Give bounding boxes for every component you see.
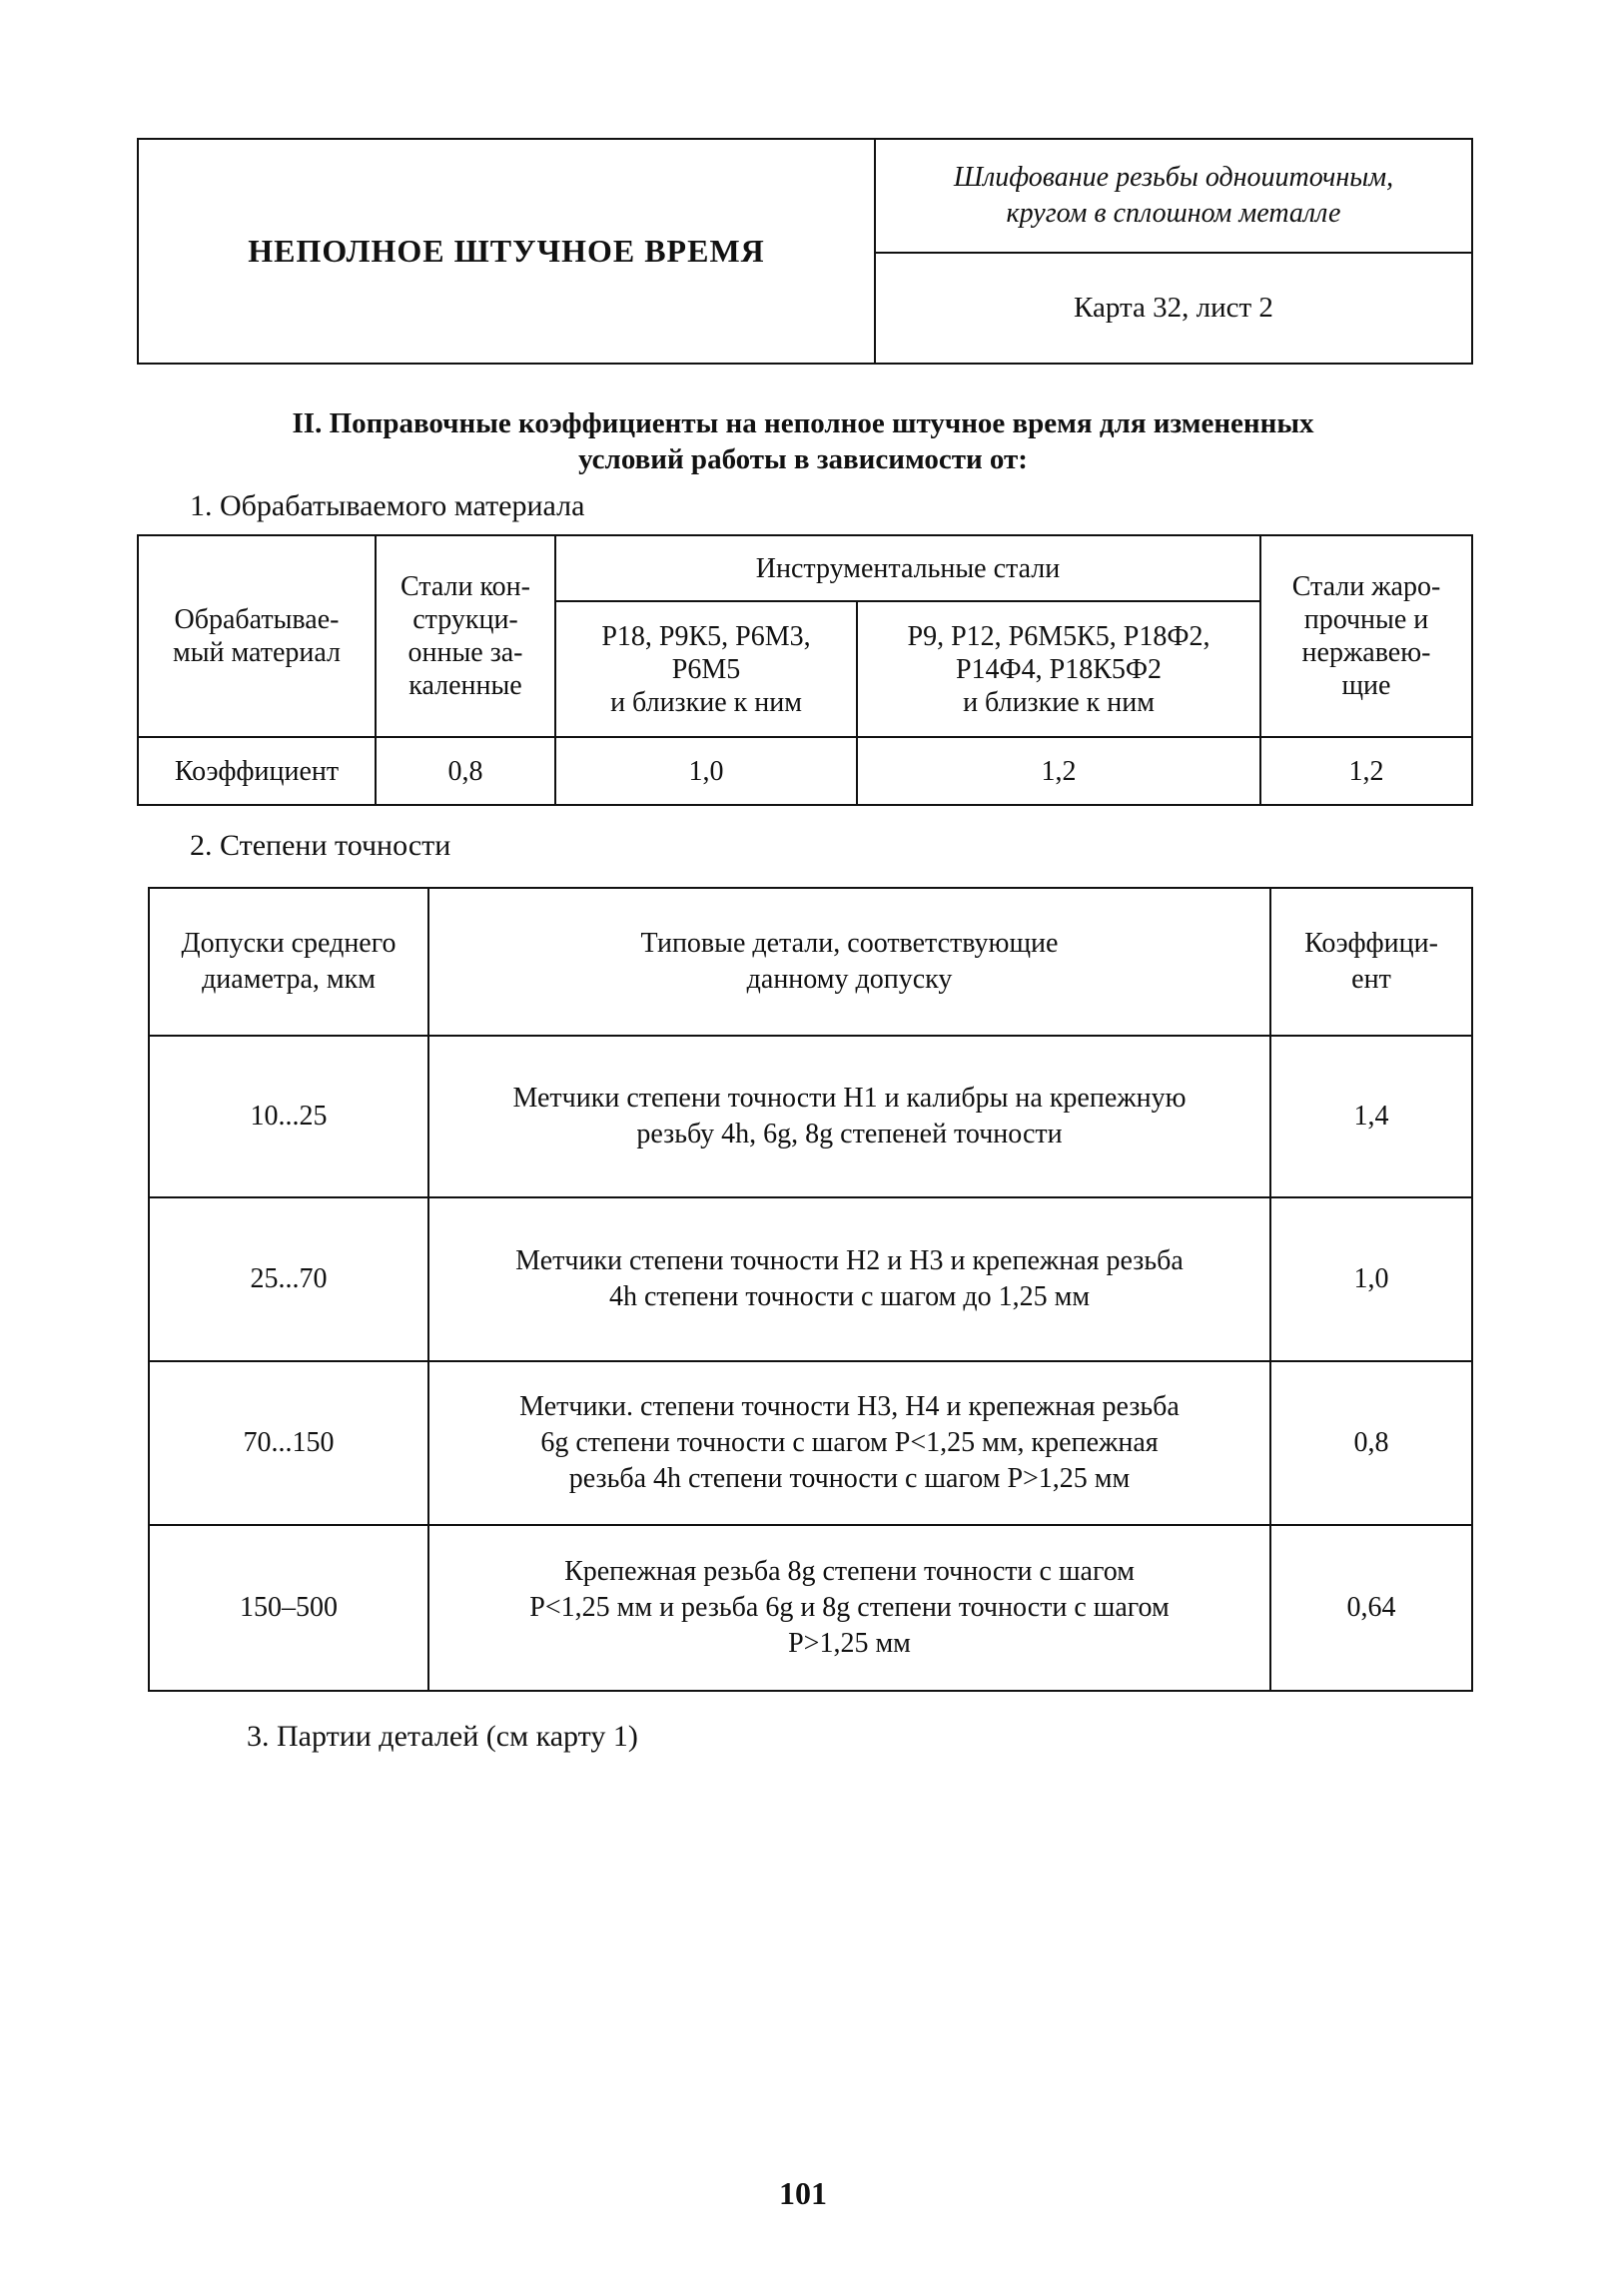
parts-cell [428,1525,1270,1691]
header-text: онные за- [407,637,523,668]
header-text: Р9, Р12, Р6М5К5, Р18Ф2, [907,620,1210,652]
accuracy-table [148,887,1473,1692]
header-text: Допуски среднего [181,928,397,959]
header-text: Р6М5 [671,653,741,685]
parts-line: Метчики степени точности Н1 и калибры на крепежную [512,1083,1187,1114]
coef-cell: 0,8 [376,737,555,805]
row-label: Коэффициент [138,737,376,805]
header-text: Р18, Р9К5, Р6М3, [601,620,811,652]
tolerance-cell: 10...25 [149,1036,428,1197]
section-heading [0,405,1606,477]
table-row [149,1197,1472,1361]
header-text: мый материал [172,637,342,668]
parts-line: P<1,25 мм и резьба 6g и 8g степени точности с шагом [529,1592,1170,1623]
parts-line: Метчики степени точности Н2 и Н3 и крепежная резьба [515,1245,1184,1276]
tolerance-cell: 25...70 [149,1197,428,1361]
parts-line: Метчики. степени точности Н3, Н4 и крепежная резьба [519,1391,1180,1422]
parts-line: P>1,25 мм [788,1628,911,1659]
col-header-tool-steel-a [555,601,857,737]
coef-cell: 1,2 [857,737,1260,805]
col-header-hardened [376,535,555,737]
page-number: 101 [779,2175,827,2211]
operation-line: Шлифование резьбы одноииточным, [953,162,1394,193]
parts-line: Крепежная резьба 8g степени точности с шагом [564,1556,1135,1587]
table-row [149,1525,1472,1691]
document-title: НЕПОЛНОЕ ШТУЧНОЕ ВРЕМЯ [138,139,875,364]
header-text: данному допуску [746,964,953,995]
table-row [149,1361,1472,1525]
header-text: диаметра, мкм [202,964,376,995]
header-text: Р14Ф4, Р18К5Ф2 [955,653,1163,685]
coef-cell: 1,2 [1260,737,1472,805]
coef-cell: 0,64 [1270,1525,1472,1691]
header-text: каленные [408,670,522,701]
accuracy-caption: 2. Степени точности [190,829,451,862]
header-text: струкци- [412,604,518,635]
header-text: Стали кон- [400,571,530,602]
material-table [137,534,1473,806]
header-text: и близкие к ним [610,686,802,718]
header-text: нержавею- [1301,637,1431,668]
header-text: Стали жаро- [1291,571,1441,602]
batch-caption: 3. Партии деталей (см карту 1) [247,1720,638,1753]
tolerance-cell: 150–500 [149,1525,428,1691]
header-text: и близкие к ним [963,686,1155,718]
section-heading-line: II. Поправочные коэффициенты на неполное штучное время для измененных [292,407,1314,439]
parts-line: резьбу 4h, 6g, 8g степеней точности [636,1119,1063,1149]
col-header-tolerance [149,888,428,1036]
parts-line: 4h степени точности с шагом до 1,25 мм [608,1281,1091,1312]
parts-cell [428,1361,1270,1525]
coef-cell: 1,0 [555,737,857,805]
table-row [149,1036,1472,1197]
col-header-coef [1270,888,1472,1036]
section-heading-line: условий работы в зависимости от: [578,443,1028,475]
col-header-material [138,535,376,737]
header-text: Типовые детали, соответствующие [640,928,1059,959]
operation-line: кругом в сплошном металле [1006,198,1341,229]
card-reference: Карта 32, лист 2 [875,253,1472,364]
col-header-tool-steels: Инструментальные стали [555,535,1260,601]
parts-line: 6g степени точности с шагом P<1,25 мм, крепежная [540,1427,1159,1458]
header-block [137,138,1473,365]
header-text: ент [1351,964,1391,995]
col-header-tool-steel-b [857,601,1260,737]
coef-cell: 1,4 [1270,1036,1472,1197]
col-header-parts [428,888,1270,1036]
operation-name [875,139,1472,253]
header-text: прочные и [1303,604,1429,635]
coef-cell: 0,8 [1270,1361,1472,1525]
parts-cell [428,1036,1270,1197]
header-text: Коэффици- [1304,928,1438,959]
material-caption: 1. Обрабатываемого материала [190,489,585,522]
parts-line: резьба 4h степени точности с шагом P>1,25 мм [568,1463,1131,1494]
header-text: щие [1341,670,1391,701]
parts-cell [428,1197,1270,1361]
header-text: Обрабатывае- [174,604,340,635]
coef-cell: 1,0 [1270,1197,1472,1361]
table-row [138,737,1472,805]
col-header-heat-resistant [1260,535,1472,737]
tolerance-cell: 70...150 [149,1361,428,1525]
